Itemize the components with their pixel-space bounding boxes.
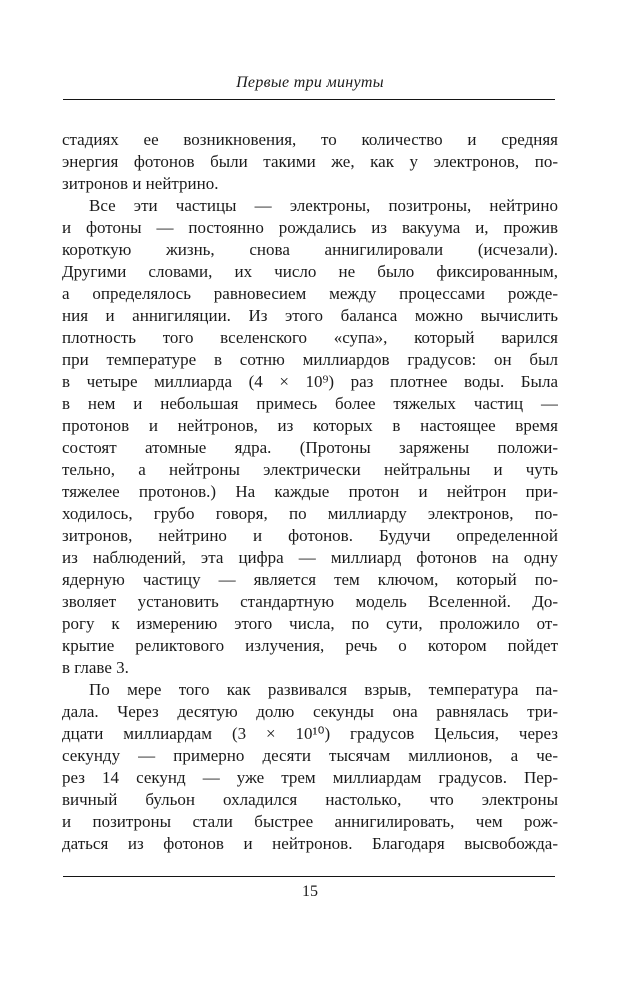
text-line: и позитроны стали быстрее аннигилировать, чем рож- [62,812,558,831]
body-text [62,129,558,855]
text-line: крытие реликтового излучения, речь о котором пойдет [62,636,558,655]
text-line: ядерную частицу — является тем ключом, который по- [62,570,558,589]
text-line: и фотоны — постоянно рождались из вакуума и, прожив [62,218,558,237]
text-line: состоят атомные ядра. (Протоны заряжены положи- [62,438,558,457]
text-line: из наблюдений, эта цифра — миллиард фотонов на одну [62,548,558,567]
text-line: дала. Через десятую долю секунды она равнялась три- [62,702,558,721]
text-line: тяжелее протонов.) На каждые протон и нейтрон при- [62,482,558,501]
text-line: а определялось равновесием между процессами рожде- [62,284,558,303]
text-line: рогу к измерению этого числа, по сути, проложило от- [62,614,558,633]
running-head-title: Первые три минуты [236,74,384,91]
paragraph [62,679,558,855]
text-line: рез 14 секунд — уже трем миллиардам градусов. Пер- [62,768,558,787]
text-line: По мере того как развивался взрыв, температура па- [89,680,558,699]
text-line: плотность того вселенского «супа», который варился [62,328,558,347]
text-line: протонов и нейтронов, из которых в настоящее время [62,416,558,435]
text-line: секунду — примерно десяти тысячам миллионов, а че- [62,746,558,765]
text-line: даться из фотонов и нейтронов. Благодаря высвобожда- [62,834,558,853]
text-line: энергия фотонов были такими же, как у электронов, по- [62,152,558,171]
text-line: в нем и небольшая примесь более тяжелых частиц — [62,394,558,413]
text-line: зитронов и нейтрино. [62,174,219,193]
text-line: вичный бульон охладился настолько, что электроны [62,790,558,809]
page-number: 15 [302,883,318,900]
text-line: ходилось, грубо говоря, по миллиарду электронов, по- [62,504,558,523]
text-line: в четыре миллиарда (4 × 10⁹) раз плотнее воды. Была [62,372,558,391]
text-line: тельно, а нейтроны электрически нейтральны и чуть [62,460,558,479]
paragraph [62,195,558,679]
footer-rule [63,876,555,877]
text-line: зитронов, нейтрино и фотонов. Будучи определенной [62,526,558,545]
paragraph [62,129,558,195]
text-line: в главе 3. [62,658,129,677]
text-line: стадиях ее возникновения, то количество и средняя [62,130,558,149]
text-line: дцати миллиардам (3 × 10¹⁰) градусов Цельсия, через [62,724,558,743]
text-line: зволяет установить стандартную модель Вселенной. До- [62,592,558,611]
text-line: при температуре в сотню миллиардов градусов: он был [62,350,558,369]
text-line: Другими словами, их число не было фиксированным, [62,262,558,281]
text-line: короткую жизнь, снова аннигилировали (исчезали). [62,240,558,259]
text-line: ния и аннигиляции. Из этого баланса можно вычислить [62,306,558,325]
text-line: Все эти частицы — электроны, позитроны, нейтрино [89,196,558,215]
header-rule [63,99,555,100]
